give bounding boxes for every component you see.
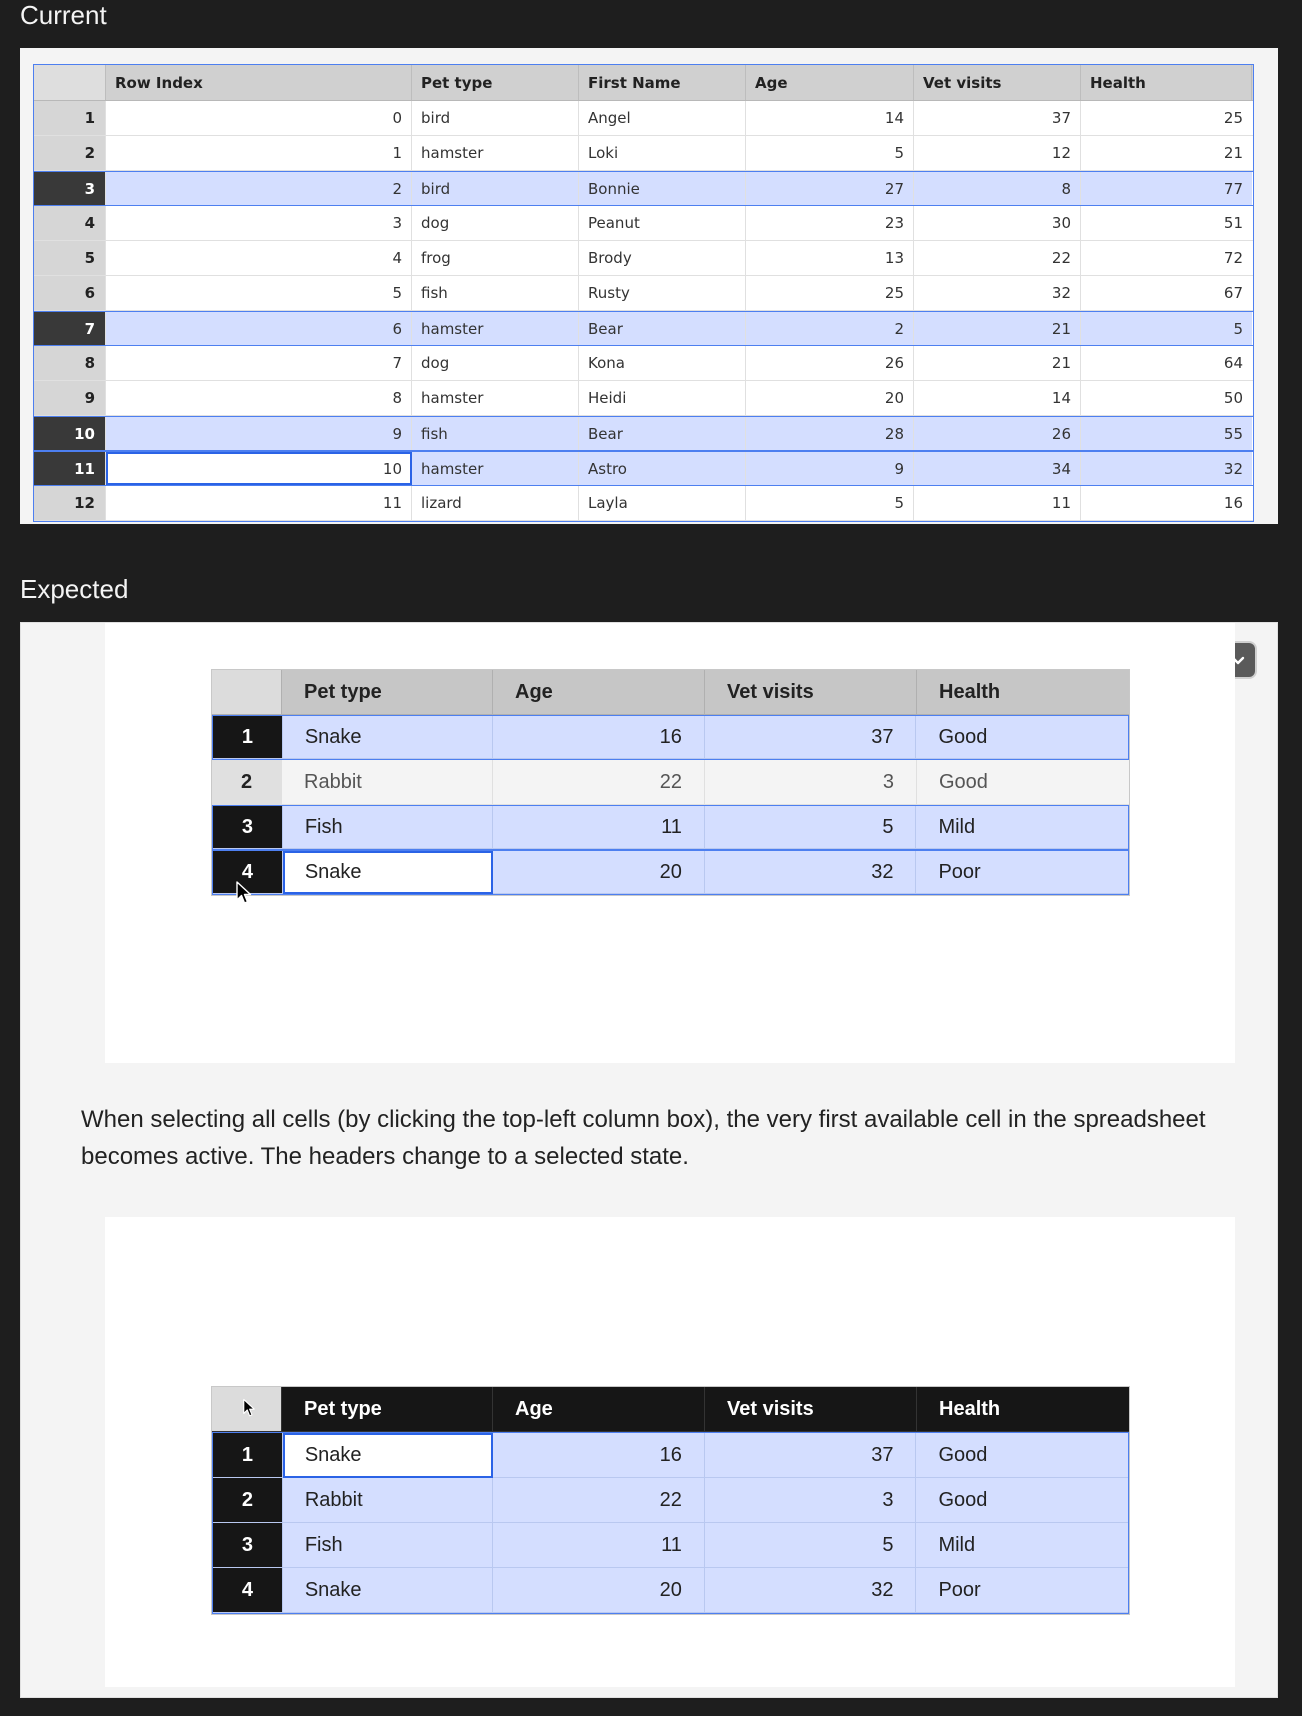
cell-pet-type[interactable]: Snake <box>283 716 494 759</box>
cell-vet-visits[interactable]: 22 <box>914 241 1081 275</box>
row-header[interactable]: 4 <box>34 206 106 240</box>
row-header[interactable]: 1 <box>34 101 106 135</box>
table-row <box>34 101 1253 136</box>
cell-age[interactable]: 2 <box>746 312 914 345</box>
row-header[interactable]: 1 <box>213 1433 283 1478</box>
cell-row-index[interactable]: 8 <box>106 381 412 415</box>
table-row <box>34 346 1253 381</box>
table-row <box>34 381 1253 416</box>
cell-age[interactable]: 16 <box>493 1433 705 1478</box>
cell-health[interactable]: Good <box>916 716 1128 759</box>
cell-pet-type[interactable]: dog <box>412 346 579 380</box>
cell-age[interactable]: 13 <box>746 241 914 275</box>
cell-health[interactable]: 72 <box>1223 249 1243 267</box>
cell-first-name[interactable]: Angel <box>579 101 746 135</box>
cell-first-name[interactable]: Layla <box>579 486 746 520</box>
cell-health[interactable]: 16 <box>1223 494 1243 512</box>
current-grid-body <box>34 101 1253 521</box>
column-header-health[interactable]: Health <box>1081 65 1252 100</box>
cell-vet-visits[interactable]: 12 <box>914 136 1081 170</box>
cell-pet-type[interactable]: Snake <box>283 1568 494 1613</box>
cell-first-name[interactable]: Heidi <box>579 381 746 415</box>
cell-age[interactable]: 5 <box>746 486 914 520</box>
cell-first-name[interactable]: Bear <box>579 417 746 450</box>
current-heading: Current <box>20 0 107 30</box>
cell-health[interactable]: Good <box>916 1478 1128 1523</box>
cell-age[interactable]: 25 <box>746 276 914 310</box>
cell-vet-visits[interactable]: 37 <box>705 1433 917 1478</box>
cell-pet-type[interactable]: hamster <box>412 452 579 485</box>
cell-age[interactable]: 20 <box>493 851 705 894</box>
cell-first-name[interactable]: Peanut <box>579 206 746 240</box>
cell-pet-type[interactable]: hamster <box>412 381 579 415</box>
cell-age[interactable]: 26 <box>746 346 914 380</box>
cell-first-name[interactable]: Brody <box>579 241 746 275</box>
cell-pet-type[interactable]: hamster <box>412 312 579 345</box>
cell-vet-visits[interactable]: 37 <box>705 716 917 759</box>
row-header[interactable]: 5 <box>34 241 106 275</box>
cell-row-index[interactable]: 6 <box>106 312 412 345</box>
row-header[interactable]: 11 <box>34 452 106 485</box>
cell-age[interactable]: 14 <box>746 101 914 135</box>
column-header-vet-visits[interactable]: Vet visits <box>705 670 917 715</box>
cell-row-index[interactable]: 9 <box>106 417 412 450</box>
cell-health[interactable]: Mild <box>916 806 1128 849</box>
cell-pet-type[interactable]: dog <box>412 206 579 240</box>
cell-age[interactable]: 11 <box>493 806 705 849</box>
row-header[interactable]: 12 <box>34 486 106 520</box>
cell-health[interactable]: 50 <box>1223 389 1243 407</box>
cell-first-name[interactable]: Loki <box>579 136 746 170</box>
cell-health[interactable]: 51 <box>1223 214 1243 232</box>
table-row <box>34 451 1253 486</box>
cell-health[interactable]: 21 <box>1223 144 1243 162</box>
table-row <box>34 136 1253 171</box>
cell-vet-visits[interactable]: 5 <box>705 1523 917 1568</box>
cell-age[interactable]: 9 <box>746 452 914 485</box>
table-row <box>34 206 1253 241</box>
table-row <box>34 416 1253 451</box>
column-header-age[interactable]: Age <box>493 1387 705 1432</box>
column-header-row-index[interactable]: Row Index <box>106 65 412 100</box>
cell-age[interactable]: 22 <box>493 760 705 805</box>
column-header-age[interactable]: Age <box>493 670 705 715</box>
cell-vet-visits[interactable]: 8 <box>914 172 1081 205</box>
cell-pet-type[interactable]: Snake <box>283 851 494 894</box>
row-header[interactable]: 2 <box>212 760 282 805</box>
cell-vet-visits[interactable]: 32 <box>705 851 917 894</box>
cell-first-name[interactable]: Astro <box>579 452 746 485</box>
expected-heading: Expected <box>20 574 129 604</box>
cell-age[interactable]: 20 <box>493 1568 705 1613</box>
cell-row-index[interactable]: 2 <box>106 172 412 205</box>
mouse-pointer-icon <box>236 881 254 905</box>
cell-health[interactable]: 64 <box>1223 354 1243 372</box>
row-header[interactable]: 3 <box>34 172 106 205</box>
table-row <box>213 1568 1128 1613</box>
table-row <box>212 715 1129 760</box>
column-header-pet-type[interactable]: Pet type <box>282 670 493 715</box>
table-row <box>34 171 1253 206</box>
column-header-health[interactable]: Health <box>917 1387 1129 1432</box>
cell-vet-visits[interactable]: 30 <box>914 206 1081 240</box>
cell-pet-type[interactable]: Rabbit <box>282 760 493 805</box>
example2-header <box>212 1387 1129 1432</box>
cell-age[interactable]: 22 <box>493 1478 705 1523</box>
cell-health[interactable]: Good <box>917 760 1129 805</box>
cell-vet-visits[interactable]: 37 <box>914 101 1081 135</box>
row-header[interactable]: 2 <box>34 136 106 170</box>
table-row <box>34 486 1253 521</box>
cell-first-name[interactable]: Rusty <box>579 276 746 310</box>
cell-row-index[interactable]: 5 <box>106 276 412 310</box>
cell-vet-visits[interactable]: 32 <box>705 1568 917 1613</box>
cell-health[interactable]: 67 <box>1223 284 1243 302</box>
example-grid-select-all <box>211 1386 1130 1615</box>
cell-vet-visits[interactable]: 5 <box>705 806 917 849</box>
cell-age[interactable]: 28 <box>746 417 914 450</box>
row-header[interactable]: 7 <box>34 312 106 345</box>
select-all-corner[interactable] <box>34 65 106 100</box>
row-header[interactable]: 6 <box>34 276 106 310</box>
example1-header <box>212 670 1129 715</box>
cell-health[interactable]: 77 <box>1081 172 1252 205</box>
column-header-health[interactable]: Health <box>917 670 1129 715</box>
cell-pet-type[interactable]: lizard <box>412 486 579 520</box>
cell-health[interactable]: 25 <box>1223 109 1243 127</box>
cell-age[interactable]: 11 <box>493 1523 705 1568</box>
row-header[interactable]: 4 <box>213 1568 283 1613</box>
expected-panel <box>20 622 1278 1698</box>
cell-vet-visits[interactable]: 3 <box>705 1478 917 1523</box>
table-row <box>34 311 1253 346</box>
cell-vet-visits[interactable]: 21 <box>914 346 1081 380</box>
current-grid <box>33 64 1254 522</box>
cell-row-index[interactable]: 1 <box>106 136 412 170</box>
cell-row-index[interactable]: 0 <box>106 101 412 135</box>
row-header[interactable]: 1 <box>213 716 283 759</box>
cell-pet-type[interactable]: fish <box>412 276 579 310</box>
cell-pet-type[interactable]: Snake <box>283 1433 494 1478</box>
row-header[interactable]: 8 <box>34 346 106 380</box>
cell-vet-visits[interactable]: 32 <box>914 276 1081 310</box>
column-header-first-name[interactable]: First Name <box>579 65 746 100</box>
cell-pet-type[interactable]: hamster <box>412 136 579 170</box>
cell-age[interactable]: 27 <box>746 172 914 205</box>
cell-pet-type[interactable]: Fish <box>283 1523 494 1568</box>
cell-health[interactable]: 55 <box>1081 417 1252 450</box>
cell-pet-type[interactable]: fish <box>412 417 579 450</box>
cell-age[interactable]: 5 <box>746 136 914 170</box>
cell-pet-type[interactable]: bird <box>412 101 579 135</box>
cell-row-index[interactable]: 7 <box>106 346 412 380</box>
table-row <box>212 760 1129 805</box>
cell-vet-visits[interactable]: 3 <box>705 760 917 805</box>
cell-pet-type[interactable]: Fish <box>283 806 494 849</box>
cell-health[interactable]: 5 <box>1081 312 1252 345</box>
cell-pet-type[interactable]: frog <box>412 241 579 275</box>
description-text: When selecting all cells (by clicking the top-left column box), the very first available cell in the spreadsheet becomes active. The headers change to a selected state. <box>81 1106 1206 1170</box>
cell-row-index[interactable]: 3 <box>106 206 412 240</box>
cell-vet-visits[interactable]: 14 <box>914 381 1081 415</box>
cell-pet-type[interactable]: bird <box>412 172 579 205</box>
row-header[interactable]: 3 <box>213 1523 283 1568</box>
cell-health[interactable]: Good <box>916 1433 1128 1478</box>
example2-body <box>212 1432 1129 1614</box>
cell-row-index[interactable]: 10 <box>106 452 412 485</box>
cell-health[interactable]: Mild <box>916 1523 1128 1568</box>
cell-health[interactable]: 32 <box>1081 452 1252 485</box>
row-header[interactable]: 4 <box>213 851 283 894</box>
current-grid-header <box>34 65 1253 101</box>
row-header[interactable]: 3 <box>213 806 283 849</box>
table-row <box>213 1478 1128 1523</box>
cell-vet-visits[interactable]: 34 <box>914 452 1081 485</box>
column-header-age[interactable]: Age <box>746 65 914 100</box>
cell-first-name[interactable]: Bonnie <box>579 172 746 205</box>
cell-health[interactable]: Poor <box>916 851 1128 894</box>
table-row <box>34 276 1253 311</box>
cell-vet-visits[interactable]: 11 <box>914 486 1081 520</box>
column-header-pet-type[interactable]: Pet type <box>412 65 579 100</box>
row-header[interactable]: 9 <box>34 381 106 415</box>
example-grid-row-selection <box>211 669 1130 896</box>
cell-age[interactable]: 20 <box>746 381 914 415</box>
select-all-corner[interactable] <box>212 670 282 715</box>
cell-pet-type[interactable]: Rabbit <box>283 1478 494 1523</box>
row-header[interactable]: 2 <box>213 1478 283 1523</box>
table-row <box>213 1523 1128 1568</box>
table-row <box>212 805 1129 850</box>
cell-health[interactable]: Poor <box>916 1568 1128 1613</box>
cell-age[interactable]: 23 <box>746 206 914 240</box>
row-header[interactable]: 10 <box>34 417 106 450</box>
cell-vet-visits[interactable]: 26 <box>914 417 1081 450</box>
current-panel <box>20 48 1278 524</box>
cell-first-name[interactable]: Bear <box>579 312 746 345</box>
cell-vet-visits[interactable]: 21 <box>914 312 1081 345</box>
example1-body <box>212 715 1129 895</box>
table-row <box>34 241 1253 276</box>
cell-age[interactable]: 16 <box>493 716 705 759</box>
cell-row-index[interactable]: 4 <box>106 241 412 275</box>
table-row <box>212 850 1129 895</box>
mouse-pointer-icon <box>243 1398 257 1418</box>
cell-first-name[interactable]: Kona <box>579 346 746 380</box>
column-header-vet-visits[interactable]: Vet visits <box>705 1387 917 1432</box>
cell-row-index[interactable]: 11 <box>106 486 412 520</box>
column-header-pet-type[interactable]: Pet type <box>282 1387 493 1432</box>
column-header-vet-visits[interactable]: Vet visits <box>914 65 1081 100</box>
table-row <box>213 1433 1128 1478</box>
